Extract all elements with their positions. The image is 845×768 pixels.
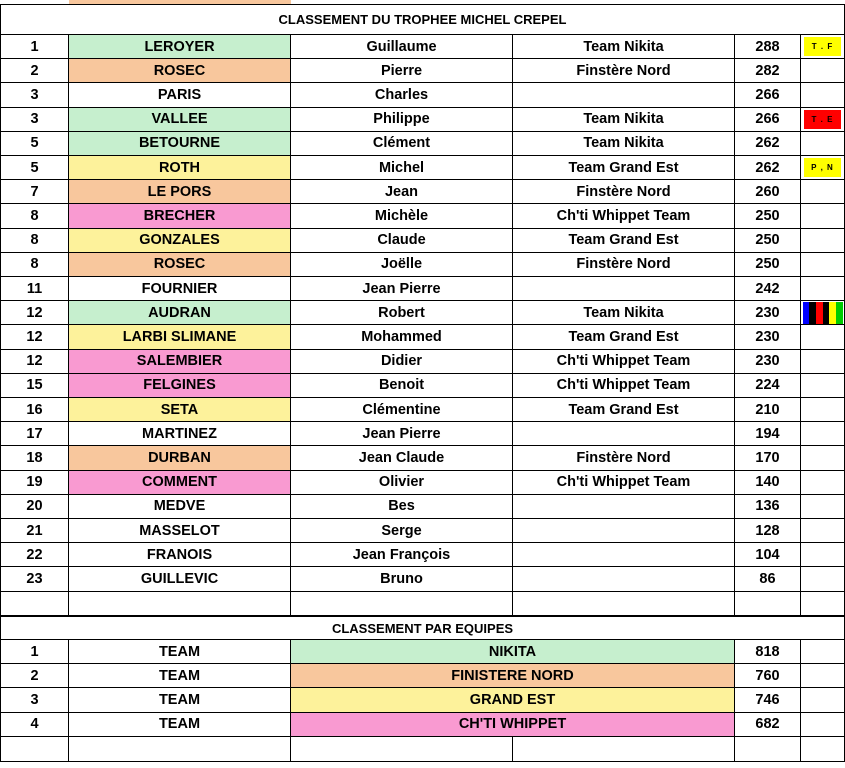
team-cell[interactable]: Team Grand Est: [513, 156, 735, 180]
table-row: [0, 35, 845, 59]
first-name-cell[interactable]: Bes: [291, 495, 513, 519]
first-name-cell[interactable]: Jean Pierre: [291, 422, 513, 446]
table-row: [0, 543, 845, 567]
team-row: [0, 664, 845, 688]
points-cell[interactable]: 282: [735, 59, 801, 83]
team-cell[interactable]: Team Nikita: [513, 108, 735, 132]
badge-cell[interactable]: [801, 495, 845, 519]
points-cell[interactable]: 140: [735, 471, 801, 495]
last-name-cell[interactable]: GONZALES: [69, 229, 291, 253]
last-name-cell[interactable]: ROTH: [69, 156, 291, 180]
points-cell[interactable]: 250: [735, 253, 801, 277]
rank-cell[interactable]: 8: [0, 204, 69, 228]
badge-cell[interactable]: [801, 325, 845, 349]
badge-cell[interactable]: [801, 543, 845, 567]
rank-cell[interactable]: 7: [0, 180, 69, 204]
last-name-cell[interactable]: LE PORS: [69, 180, 291, 204]
last-name-cell[interactable]: LARBI SLIMANE: [69, 325, 291, 349]
team-ranking-title[interactable]: CLASSEMENT PAR EQUIPES: [0, 616, 845, 640]
team-cell[interactable]: Ch'ti Whippet Team: [513, 374, 735, 398]
table-row: [0, 325, 845, 349]
points-cell[interactable]: 170: [735, 446, 801, 470]
last-name-cell[interactable]: FELGINES: [69, 374, 291, 398]
last-name-cell[interactable]: VALLEE: [69, 108, 291, 132]
rank-cell[interactable]: 8: [0, 229, 69, 253]
last-name-cell[interactable]: COMMENT: [69, 471, 291, 495]
points-cell[interactable]: 266: [735, 108, 801, 132]
points-cell[interactable]: 230: [735, 350, 801, 374]
first-name-cell[interactable]: Claude: [291, 229, 513, 253]
first-name-cell[interactable]: Benoit: [291, 374, 513, 398]
empty-cell[interactable]: [69, 737, 291, 762]
empty-cell[interactable]: [513, 737, 735, 762]
badge-cell[interactable]: [801, 422, 845, 446]
team-label-cell[interactable]: TEAM: [69, 688, 291, 712]
badge-cell[interactable]: [801, 59, 845, 83]
table-row: [0, 108, 845, 132]
team-cell[interactable]: [513, 277, 735, 301]
team-cell[interactable]: Team Grand Est: [513, 398, 735, 422]
rank-cell[interactable]: 3: [0, 108, 69, 132]
first-name-cell[interactable]: Philippe: [291, 108, 513, 132]
last-name-cell[interactable]: SALEMBIER: [69, 350, 291, 374]
table-row: [0, 422, 845, 446]
team-points-cell[interactable]: 746: [735, 688, 801, 712]
table-row: [0, 567, 845, 591]
last-name-cell[interactable]: SETA: [69, 398, 291, 422]
last-name-cell[interactable]: MEDVE: [69, 495, 291, 519]
first-name-cell[interactable]: Michel: [291, 156, 513, 180]
team-rank-cell[interactable]: 2: [0, 664, 69, 688]
empty-cell[interactable]: [291, 737, 513, 762]
team-extra-cell[interactable]: [801, 713, 845, 737]
rank-cell[interactable]: 19: [0, 471, 69, 495]
team-name-cell[interactable]: GRAND EST: [291, 688, 735, 712]
table-row: [0, 398, 845, 422]
first-name-cell[interactable]: Didier: [291, 350, 513, 374]
rank-cell[interactable]: 2: [0, 59, 69, 83]
first-name-cell[interactable]: Jean Pierre: [291, 277, 513, 301]
last-name-cell[interactable]: BETOURNE: [69, 132, 291, 156]
first-name-cell[interactable]: Michèle: [291, 204, 513, 228]
points-cell[interactable]: 86: [735, 567, 801, 591]
badge-cell[interactable]: [801, 83, 845, 107]
rank-cell[interactable]: 12: [0, 301, 69, 325]
first-name-cell[interactable]: Joëlle: [291, 253, 513, 277]
points-cell[interactable]: 242: [735, 277, 801, 301]
last-name-cell[interactable]: FOURNIER: [69, 277, 291, 301]
empty-cell[interactable]: [801, 737, 845, 762]
rank-cell[interactable]: 23: [0, 567, 69, 591]
empty-row: [0, 592, 845, 616]
team-cell[interactable]: Ch'ti Whippet Team: [513, 471, 735, 495]
rank-cell[interactable]: 15: [0, 374, 69, 398]
team-row: [0, 713, 845, 737]
last-name-cell[interactable]: DURBAN: [69, 446, 291, 470]
empty-cell[interactable]: [735, 737, 801, 762]
team-label-cell[interactable]: TEAM: [69, 664, 291, 688]
empty-cell[interactable]: [513, 592, 735, 616]
team-rank-cell[interactable]: 1: [0, 640, 69, 664]
team-cell[interactable]: Team Grand Est: [513, 229, 735, 253]
title-badge: P , N: [804, 158, 841, 177]
first-name-cell[interactable]: Olivier: [291, 471, 513, 495]
team-cell[interactable]: [513, 422, 735, 446]
rank-cell[interactable]: 21: [0, 519, 69, 543]
badge-cell[interactable]: [801, 519, 845, 543]
points-cell[interactable]: 260: [735, 180, 801, 204]
badge-cell[interactable]: [801, 204, 845, 228]
flag-stripes-badge: [803, 302, 843, 324]
team-cell[interactable]: [513, 519, 735, 543]
team-cell[interactable]: Finstère Nord: [513, 253, 735, 277]
points-cell[interactable]: 230: [735, 301, 801, 325]
first-name-cell[interactable]: Serge: [291, 519, 513, 543]
last-name-cell[interactable]: ROSEC: [69, 59, 291, 83]
team-cell[interactable]: Finstère Nord: [513, 59, 735, 83]
last-name-cell[interactable]: MASSELOT: [69, 519, 291, 543]
rank-cell[interactable]: 8: [0, 253, 69, 277]
badge-cell[interactable]: [801, 398, 845, 422]
team-rank-cell[interactable]: 3: [0, 688, 69, 712]
table-row: [0, 253, 845, 277]
team-cell[interactable]: Team Nikita: [513, 132, 735, 156]
table-row: [0, 277, 845, 301]
last-name-cell[interactable]: ROSEC: [69, 253, 291, 277]
team-label-cell[interactable]: TEAM: [69, 640, 291, 664]
last-name-cell[interactable]: LEROYER: [69, 35, 291, 59]
table-row: [0, 374, 845, 398]
team-cell[interactable]: [513, 567, 735, 591]
first-name-cell[interactable]: Jean: [291, 180, 513, 204]
badge-cell[interactable]: [801, 132, 845, 156]
badge-cell[interactable]: [801, 446, 845, 470]
table-row: [0, 59, 845, 83]
badge-cell[interactable]: [801, 277, 845, 301]
empty-cell[interactable]: [0, 737, 69, 762]
table-row: [0, 83, 845, 107]
points-cell[interactable]: 250: [735, 229, 801, 253]
rank-cell[interactable]: 12: [0, 350, 69, 374]
last-name-cell[interactable]: PARIS: [69, 83, 291, 107]
badge-cell[interactable]: [801, 180, 845, 204]
rank-cell[interactable]: 11: [0, 277, 69, 301]
team-cell[interactable]: Team Grand Est: [513, 325, 735, 349]
points-cell[interactable]: 104: [735, 543, 801, 567]
badge-cell[interactable]: [801, 156, 845, 180]
badge-cell[interactable]: [801, 229, 845, 253]
badge-cell[interactable]: [801, 374, 845, 398]
table-row: [0, 519, 845, 543]
table-row: [0, 350, 845, 374]
first-name-cell[interactable]: Pierre: [291, 59, 513, 83]
team-cell[interactable]: Team Nikita: [513, 301, 735, 325]
empty-cell[interactable]: [69, 592, 291, 616]
table-row: [0, 156, 845, 180]
points-cell[interactable]: 194: [735, 422, 801, 446]
points-cell[interactable]: 262: [735, 132, 801, 156]
badge-cell[interactable]: [801, 567, 845, 591]
points-cell[interactable]: 250: [735, 204, 801, 228]
first-name-cell[interactable]: Charles: [291, 83, 513, 107]
badge-cell[interactable]: [801, 108, 845, 132]
team-rank-cell[interactable]: 4: [0, 713, 69, 737]
rank-cell[interactable]: 17: [0, 422, 69, 446]
rank-cell[interactable]: 22: [0, 543, 69, 567]
rank-cell[interactable]: 5: [0, 132, 69, 156]
rank-cell[interactable]: 3: [0, 83, 69, 107]
rank-cell[interactable]: 20: [0, 495, 69, 519]
team-name-cell[interactable]: CH'TI WHIPPET: [291, 713, 735, 737]
points-cell[interactable]: 262: [735, 156, 801, 180]
points-cell[interactable]: 230: [735, 325, 801, 349]
points-cell[interactable]: 288: [735, 35, 801, 59]
rank-cell[interactable]: 16: [0, 398, 69, 422]
team-row: [0, 640, 845, 664]
team-extra-cell[interactable]: [801, 664, 845, 688]
rank-cell[interactable]: 12: [0, 325, 69, 349]
team-extra-cell[interactable]: [801, 688, 845, 712]
team-cell[interactable]: Finstère Nord: [513, 180, 735, 204]
last-name-cell[interactable]: GUILLEVIC: [69, 567, 291, 591]
table-row: [0, 301, 845, 325]
badge-cell[interactable]: [801, 350, 845, 374]
last-name-cell[interactable]: MARTINEZ: [69, 422, 291, 446]
empty-cell[interactable]: [0, 592, 69, 616]
badge-cell[interactable]: [801, 471, 845, 495]
points-cell[interactable]: 210: [735, 398, 801, 422]
table-row: [0, 495, 845, 519]
table-row: [0, 180, 845, 204]
rank-cell[interactable]: 1: [0, 35, 69, 59]
team-cell[interactable]: Ch'ti Whippet Team: [513, 204, 735, 228]
rank-cell[interactable]: 18: [0, 446, 69, 470]
table-row: [0, 204, 845, 228]
team-name-cell[interactable]: NIKITA: [291, 640, 735, 664]
points-cell[interactable]: 224: [735, 374, 801, 398]
team-row: [0, 688, 845, 712]
team-cell[interactable]: [513, 495, 735, 519]
points-cell[interactable]: 266: [735, 83, 801, 107]
last-name-cell[interactable]: BRECHER: [69, 204, 291, 228]
empty-cell[interactable]: [291, 592, 513, 616]
team-cell[interactable]: [513, 543, 735, 567]
first-name-cell[interactable]: Bruno: [291, 567, 513, 591]
title-badge: T . F: [804, 37, 841, 56]
ranking-title[interactable]: CLASSEMENT DU TROPHEE MICHEL CREPEL: [0, 4, 845, 35]
team-points-cell[interactable]: 682: [735, 713, 801, 737]
team-points-cell[interactable]: 818: [735, 640, 801, 664]
last-name-cell[interactable]: AUDRAN: [69, 301, 291, 325]
first-name-cell[interactable]: Clémentine: [291, 398, 513, 422]
empty-cell[interactable]: [801, 592, 845, 616]
empty-cell[interactable]: [735, 592, 801, 616]
table-row: [0, 132, 845, 156]
points-cell[interactable]: 128: [735, 519, 801, 543]
team-cell[interactable]: Ch'ti Whippet Team: [513, 350, 735, 374]
badge-cell[interactable]: [801, 35, 845, 59]
first-name-cell[interactable]: Guillaume: [291, 35, 513, 59]
badge-cell[interactable]: [801, 253, 845, 277]
rank-cell[interactable]: 5: [0, 156, 69, 180]
team-extra-cell[interactable]: [801, 640, 845, 664]
points-cell[interactable]: 136: [735, 495, 801, 519]
team-cell[interactable]: Finstère Nord: [513, 446, 735, 470]
first-name-cell[interactable]: Robert: [291, 301, 513, 325]
title-badge: T . E: [804, 110, 841, 129]
team-cell[interactable]: Team Nikita: [513, 35, 735, 59]
team-points-cell[interactable]: 760: [735, 664, 801, 688]
last-name-cell[interactable]: FRANOIS: [69, 543, 291, 567]
table-row: [0, 446, 845, 470]
first-name-cell[interactable]: Clément: [291, 132, 513, 156]
table-row: [0, 471, 845, 495]
badge-cell[interactable]: [801, 301, 845, 325]
first-name-cell[interactable]: Jean Claude: [291, 446, 513, 470]
team-label-cell[interactable]: TEAM: [69, 713, 291, 737]
first-name-cell[interactable]: Jean François: [291, 543, 513, 567]
empty-row: [0, 737, 845, 762]
table-row: [0, 229, 845, 253]
team-cell[interactable]: [513, 83, 735, 107]
team-name-cell[interactable]: FINISTERE NORD: [291, 664, 735, 688]
first-name-cell[interactable]: Mohammed: [291, 325, 513, 349]
